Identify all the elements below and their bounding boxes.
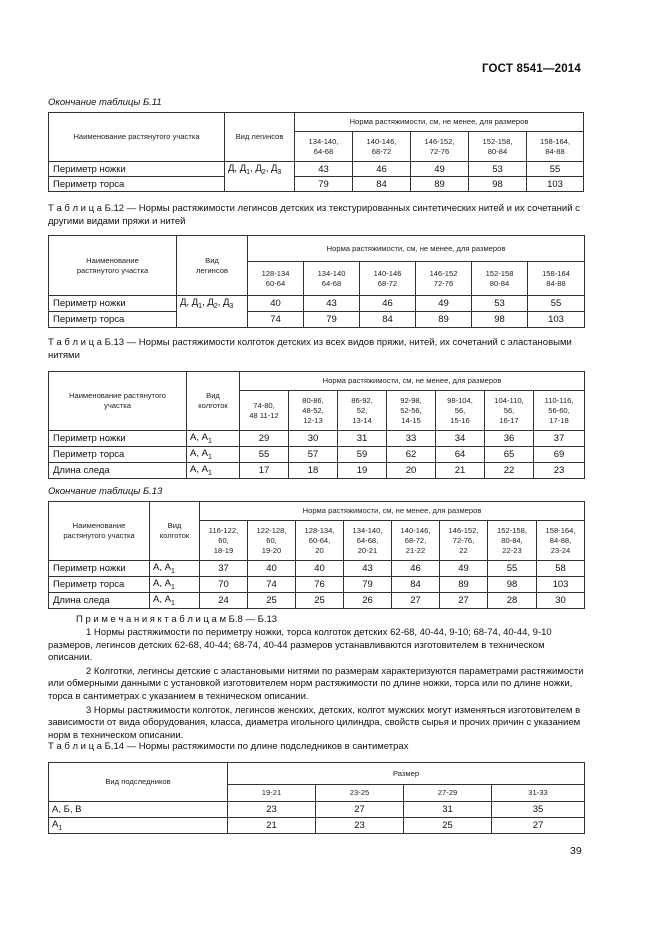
row-value: 98: [488, 577, 537, 593]
table-row: [49, 312, 585, 328]
t14-size-0: 19-21: [228, 785, 316, 802]
t13-size-3: 92-98, 52-56, 14-15: [387, 391, 436, 431]
row-value: 36: [485, 431, 534, 447]
row-name: Длина следа: [49, 593, 150, 609]
row-value: 46: [353, 162, 411, 177]
note-3: 3 Нормы растяжимости колготок, легинсов женских, детских, колгот мужских могут изменяться изготовителем в зависимости от вида оборудования, класса, диаметра игольного цилиндра, свойств сырья и прочих причин с указанием норм в техническом описании.: [48, 705, 581, 741]
t13-size-5: 104-110, 56, 16-17: [485, 391, 534, 431]
table-b13-end: [48, 501, 585, 609]
row-value: 28: [488, 593, 537, 609]
row-value: 40: [248, 296, 304, 312]
row-value: 22: [485, 463, 534, 479]
row-value: 30: [289, 431, 338, 447]
row-value: 55: [488, 561, 537, 577]
row-name: Периметр ножки: [49, 431, 187, 447]
row-value: 62: [387, 447, 436, 463]
t14-caption: Т а б л и ц а Б.14 — Нормы растяжимости по длине подследников в сантиметрах: [48, 741, 409, 752]
t13b-size-6: 152-158, 80-84, 22-23: [488, 521, 537, 561]
row-value: 17: [240, 463, 289, 479]
row-value: 53: [472, 296, 528, 312]
row-name: Периметр ножки: [49, 162, 225, 177]
row-value: 43: [295, 162, 353, 177]
t11-col-name: Наименование растянутого участка: [49, 113, 225, 162]
t11-col-type: Вид легинсов: [225, 113, 295, 162]
row-value: 98: [469, 177, 527, 192]
t13-size-1: 80-86, 48-52, 12-13: [289, 391, 338, 431]
notes-block: [48, 614, 584, 742]
t11-caption: Окончание таблицы Б.11: [48, 97, 162, 108]
row-value: 84: [353, 177, 411, 192]
table-row: [49, 463, 585, 479]
table-row: [49, 577, 585, 593]
row-value: 76: [296, 577, 344, 593]
row-value: 70: [200, 577, 248, 593]
row-value: 69: [534, 447, 585, 463]
row-value: 23: [316, 818, 404, 834]
t13b-size-2: 128-134, 60-64, 20: [296, 521, 344, 561]
t12-col-name: Наименование растянутого участка: [49, 236, 177, 296]
t11-size-2: 146-152, 72-76: [411, 132, 469, 162]
table-b13: [48, 371, 585, 479]
row-value: 27: [392, 593, 440, 609]
row-value: 84: [360, 312, 416, 328]
row-value: 23: [534, 463, 585, 479]
t13-size-2: 86-92, 52, 13-14: [338, 391, 387, 431]
row-value: 30: [537, 593, 585, 609]
row-type: Д, $Д_1$, $Д_2$, $Д_3$: [177, 296, 248, 328]
t12-col-norm: Норма растяжимости, см, не менее, для размеров: [248, 236, 585, 262]
t13b-col-norm: Норма растяжимости, см, не менее, для размеров: [200, 502, 585, 521]
row-value: 27: [316, 802, 404, 818]
row-value: 18: [289, 463, 338, 479]
t14-size-3: 31-33: [492, 785, 585, 802]
t12-caption: Т а б л и ц а Б.12 — Нормы растяжимости легинсов детских из текстурированных синтетических нитей и их сочетаний с другими видами пряжи и нитей: [48, 203, 580, 227]
row-value: 27: [492, 818, 585, 834]
row-value: 89: [411, 177, 469, 192]
row-value: 49: [411, 162, 469, 177]
row-value: 65: [485, 447, 534, 463]
t11-size-1: 140-146, 68-72: [353, 132, 411, 162]
row-value: 79: [344, 577, 392, 593]
row-value: 24: [200, 593, 248, 609]
table-row: [49, 447, 585, 463]
t13b-size-3: 134-140, 64-68, 20-21: [344, 521, 392, 561]
table-row: [49, 802, 585, 818]
t13-caption: Т а б л и ц а Б.13 — Нормы растяжимости колготок детских из всех видов пряжи, нитей, их сочетаний с эластановыми нитями: [48, 337, 572, 361]
row-value: 43: [304, 296, 360, 312]
row-value: 31: [404, 802, 492, 818]
table-row: [49, 561, 585, 577]
row-type: А, $А_1$: [150, 593, 200, 609]
row-value: 57: [289, 447, 338, 463]
note-1: 1 Нормы растяжимости по периметру ножки, торса колготок детских 62-68, 40-44, 9-10; 68-74, 40-44, 9-10 размеров, легинсов детских 62-68, 40-44; 68-74, 40-44 размеров устанавливаются изготовителем в техническом описании.: [48, 627, 552, 663]
row-value: 40: [248, 561, 296, 577]
row-value: 98: [472, 312, 528, 328]
table-row: [49, 593, 585, 609]
table-row: [49, 177, 584, 192]
row-value: 55: [528, 296, 585, 312]
t11-size-3: 152-158, 80-84: [469, 132, 527, 162]
row-value: 79: [295, 177, 353, 192]
row-name: Длина следа: [49, 463, 187, 479]
row-value: 21: [228, 818, 316, 834]
row-value: 25: [404, 818, 492, 834]
t12-size-5: 158-164 84-88: [528, 262, 585, 296]
row-value: 37: [534, 431, 585, 447]
table-b11: [48, 112, 584, 192]
row-type: Д, $Д_1$, $Д_2$, $Д_3$: [225, 162, 295, 192]
row-value: 20: [387, 463, 436, 479]
row-value: 103: [537, 577, 585, 593]
row-value: 55: [240, 447, 289, 463]
t13b-size-4: 140-146, 68-72, 21-22: [392, 521, 440, 561]
t14-col-type: Вид подследников: [49, 763, 228, 802]
row-type: А, Б, В: [49, 802, 228, 818]
table-row: [49, 162, 584, 177]
t14-col-size: Размер: [228, 763, 585, 785]
row-type: А, $А_1$: [187, 463, 240, 479]
row-value: 89: [416, 312, 472, 328]
row-value: 21: [436, 463, 485, 479]
t12-col-type: Вид легинсов: [177, 236, 248, 296]
t12-size-2: 140-146 68-72: [360, 262, 416, 296]
t13-col-name: Наименование растянутого участка: [49, 372, 187, 431]
row-value: 79: [304, 312, 360, 328]
t13-size-6: 110-116, 56-60, 17-18: [534, 391, 585, 431]
row-value: 64: [436, 447, 485, 463]
t12-size-3: 146-152 72-76: [416, 262, 472, 296]
t13b-size-7: 158-164, 84-88, 23-24: [537, 521, 585, 561]
notes-title: П р и м е ч а н и я к т а б л и ц а м Б.8 — Б.13: [76, 614, 278, 625]
standard-header: ГОСТ 8541—2014: [481, 63, 581, 75]
row-value: 23: [228, 802, 316, 818]
row-value: 34: [436, 431, 485, 447]
t13b-size-0: 116-122, 60, 18-19: [200, 521, 248, 561]
t12-size-1: 134-140 64-68: [304, 262, 360, 296]
t13b-col-type: Вид колготок: [150, 502, 200, 561]
row-value: 26: [344, 593, 392, 609]
t13-size-4: 98-104, 56, 15-16: [436, 391, 485, 431]
row-value: 46: [360, 296, 416, 312]
page-number: 39: [570, 845, 582, 857]
row-value: 25: [296, 593, 344, 609]
row-name: Периметр торса: [49, 447, 187, 463]
t13-size-0: 74-80, 48 11-12: [240, 391, 289, 431]
t13b-caption: Окончание таблицы Б.13: [48, 486, 163, 497]
row-type: $А_1$: [49, 818, 228, 834]
row-name: Периметр ножки: [49, 561, 150, 577]
row-value: 103: [528, 312, 585, 328]
row-value: 33: [387, 431, 436, 447]
row-type: А, $А_1$: [187, 431, 240, 447]
t12-size-0: 128-134 60-64: [248, 262, 304, 296]
row-name: Периметр торса: [49, 577, 150, 593]
row-value: 49: [440, 561, 488, 577]
row-value: 37: [200, 561, 248, 577]
row-value: 25: [248, 593, 296, 609]
t11-size-0: 134-140, 64-68: [295, 132, 353, 162]
table-row: [49, 431, 585, 447]
t11-size-4: 158-164, 84-88: [527, 132, 584, 162]
row-name: Периметр торса: [49, 177, 225, 192]
row-value: 53: [469, 162, 527, 177]
row-name: Периметр ножки: [49, 296, 177, 312]
t11-col-norm: Норма растяжимости, см, не менее, для размеров: [295, 113, 584, 132]
row-value: 84: [392, 577, 440, 593]
t14-size-2: 27-29: [404, 785, 492, 802]
t13-col-norm: Норма растяжимости, см, не менее, для размеров: [240, 372, 585, 391]
t14-size-1: 23-25: [316, 785, 404, 802]
row-type: А, $А_1$: [150, 561, 200, 577]
row-name: Периметр торса: [49, 312, 177, 328]
row-value: 29: [240, 431, 289, 447]
row-value: 58: [537, 561, 585, 577]
row-value: 43: [344, 561, 392, 577]
t12-size-4: 152-158 80-84: [472, 262, 528, 296]
row-value: 31: [338, 431, 387, 447]
table-row: [49, 296, 585, 312]
t13b-size-5: 146-152, 72-76, 22: [440, 521, 488, 561]
row-value: 89: [440, 577, 488, 593]
note-2: 2 Колготки, легинсы детские с эластановыми нитями по размерам характеризуются параметрами растяжимости или обмерными данными с установкой изготовителем норм растяжимости по длине ножки, торса или по длине ножки, торса в сантиметрах с указанием в техническом описании.: [48, 666, 584, 702]
row-value: 55: [527, 162, 584, 177]
t13b-size-1: 122-128, 60, 19-20: [248, 521, 296, 561]
row-type: А, $А_1$: [187, 447, 240, 463]
row-value: 19: [338, 463, 387, 479]
table-b12: [48, 235, 585, 328]
row-value: 74: [248, 577, 296, 593]
row-type: А, $А_1$: [150, 577, 200, 593]
row-value: 49: [416, 296, 472, 312]
row-value: 40: [296, 561, 344, 577]
row-value: 74: [248, 312, 304, 328]
t13b-col-name: Наименование растянутого участка: [49, 502, 150, 561]
table-b14: [48, 762, 585, 834]
table-row: [49, 818, 585, 834]
row-value: 27: [440, 593, 488, 609]
row-value: 59: [338, 447, 387, 463]
row-value: 103: [527, 177, 584, 192]
row-value: 35: [492, 802, 585, 818]
t13-col-type: Вид колготок: [187, 372, 240, 431]
row-value: 46: [392, 561, 440, 577]
